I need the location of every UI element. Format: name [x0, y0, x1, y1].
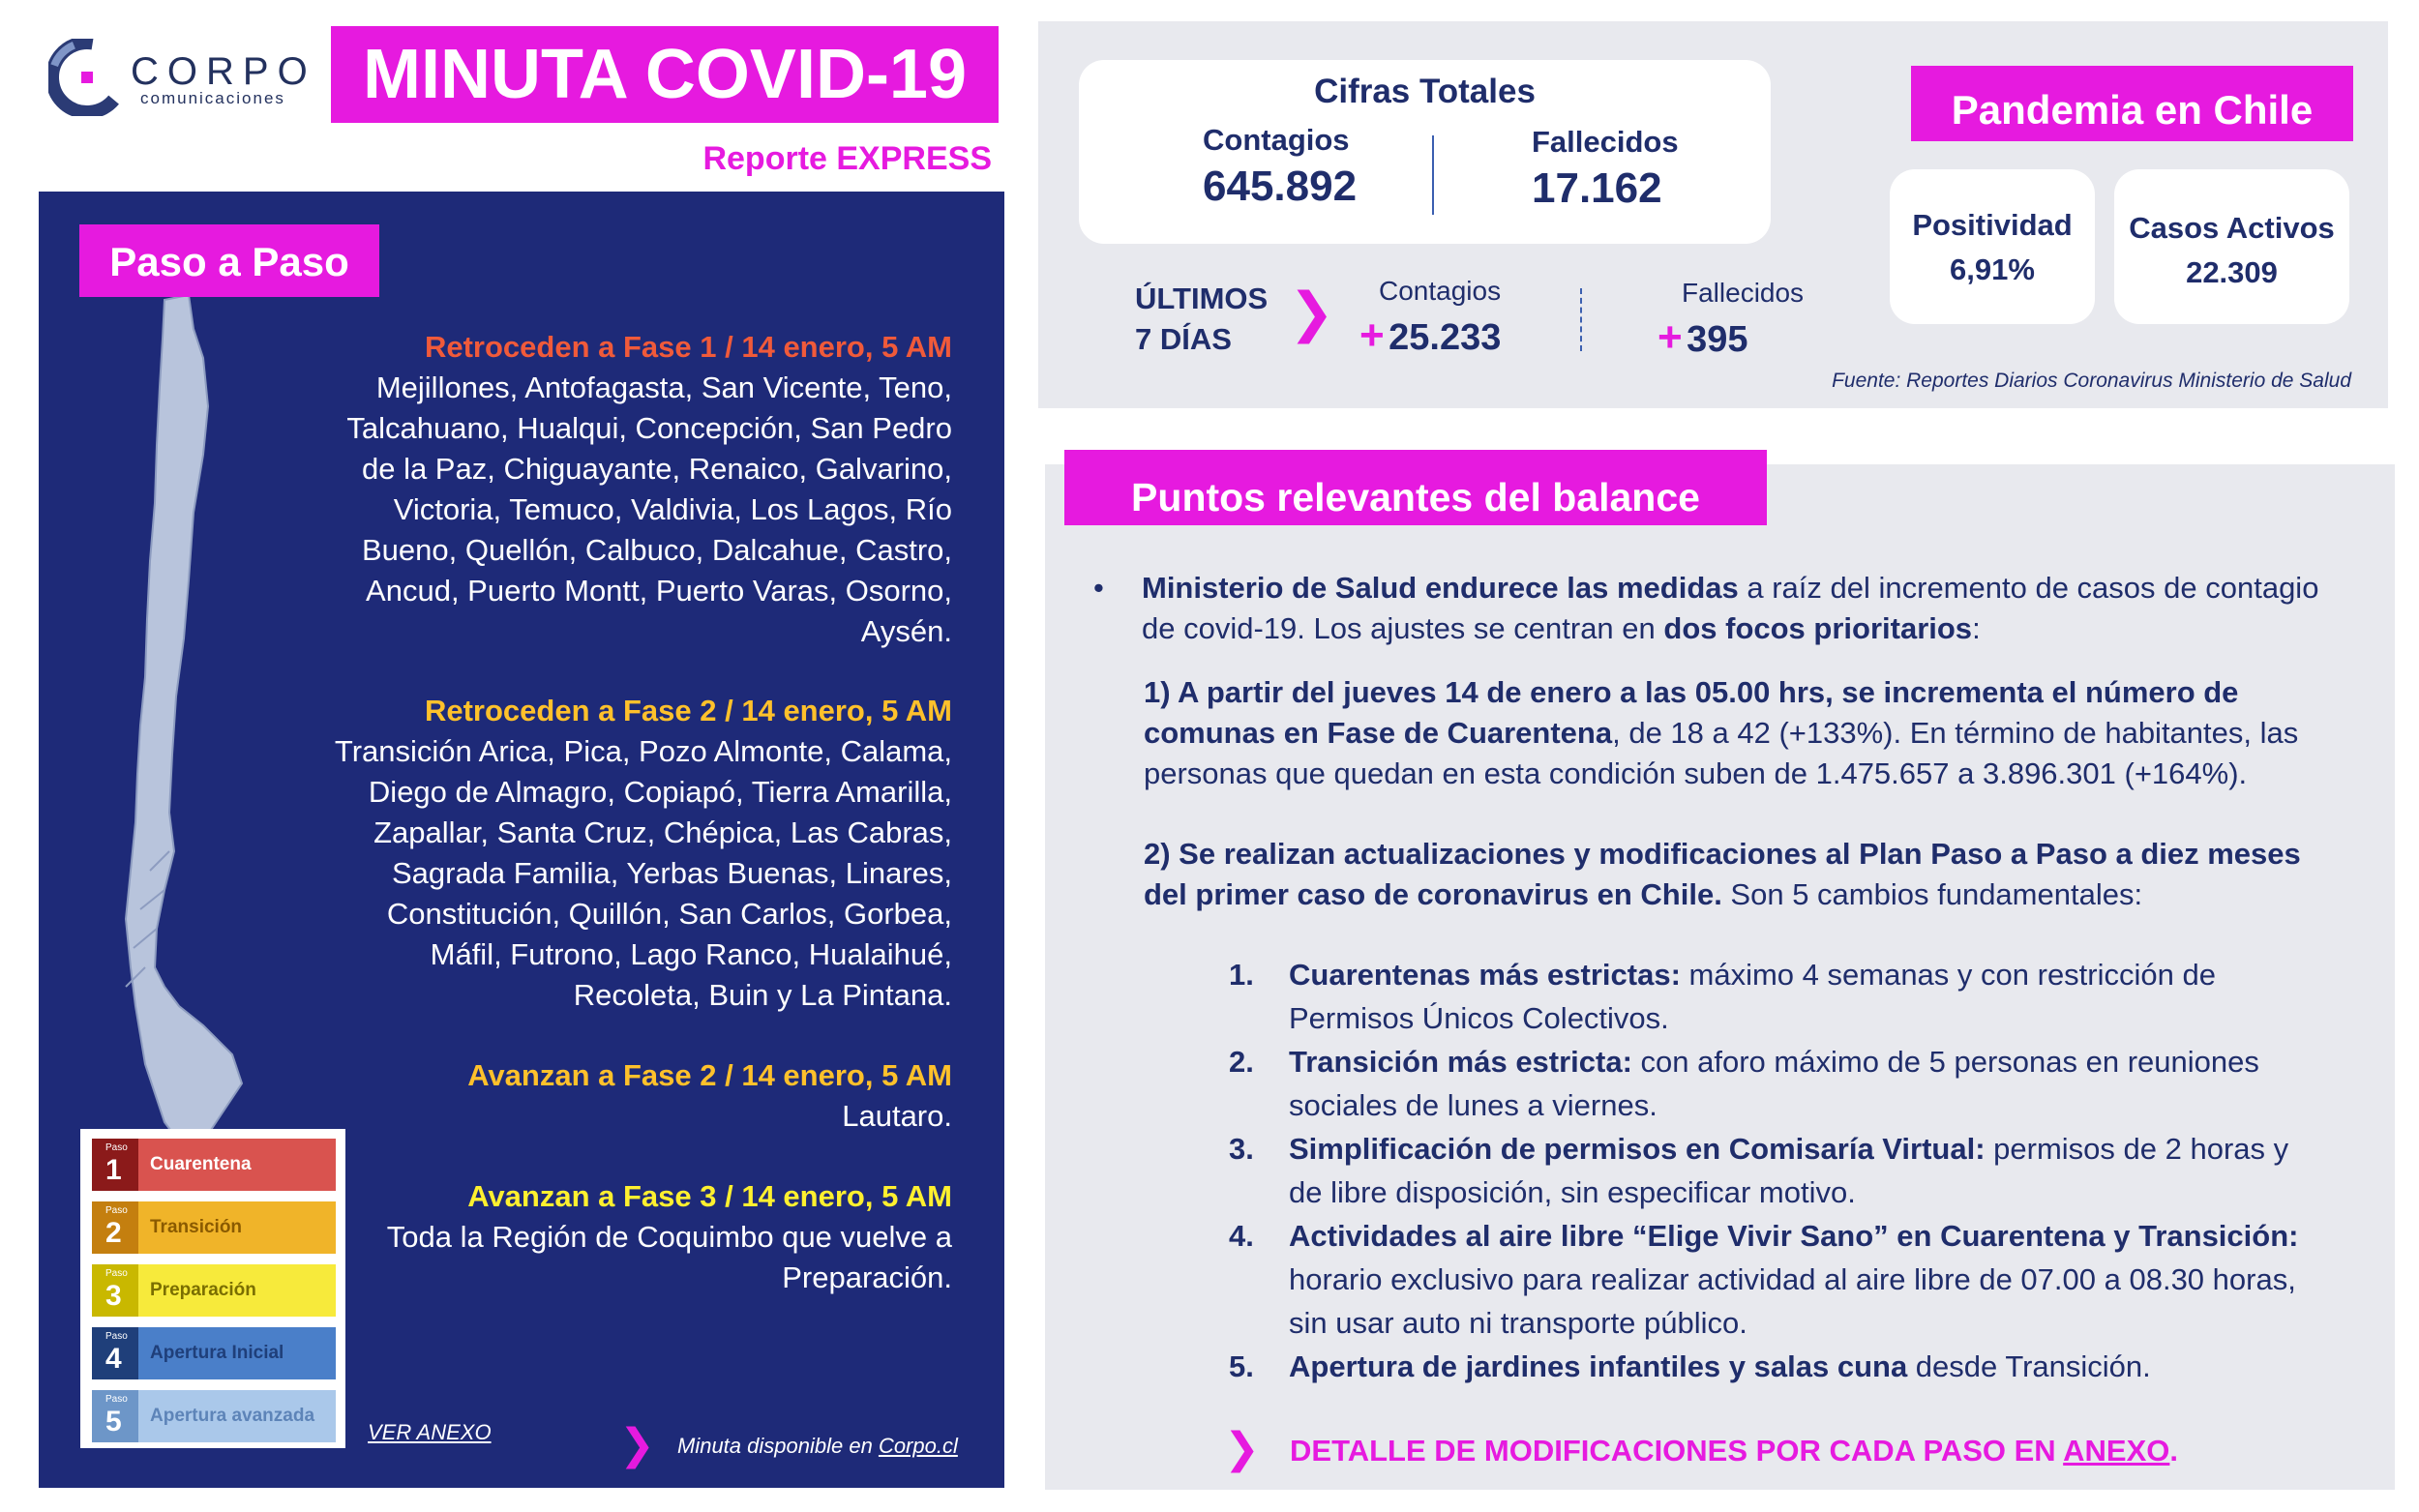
- contagios-label: Contagios: [1203, 123, 1350, 157]
- fase-heading: Retroceden a Fase 2 / 14 enero, 5 AM: [424, 694, 952, 727]
- fase-line: de la Paz, Chiguayante, Renaico, Galvarino,: [361, 452, 952, 486]
- list-item: [1229, 1345, 2322, 1388]
- positividad-value: 6,91%: [1950, 252, 2035, 286]
- week-contagios-label: Contagios: [1379, 276, 1502, 306]
- fase-line: Zapallar, Santa Cruz, Chépica, Las Cabras,: [373, 815, 952, 849]
- legend-item-4: [92, 1327, 336, 1379]
- chevron-right-icon: ❯: [619, 1421, 655, 1468]
- detalle-end: .: [2169, 1434, 2179, 1468]
- legend-number-box: [92, 1390, 138, 1442]
- point2-bold: 2) Se realizan actualizaciones y modificaciones al Plan Paso a Paso a diez meses del primer caso de coronavirus en Chile.: [1144, 837, 2301, 911]
- fase-line: Transición Arica, Pica, Pozo Almonte, Calama,: [334, 734, 952, 768]
- balance-point-2: [1144, 834, 2324, 915]
- legend-number: 3: [105, 1280, 122, 1312]
- list-number: 4.: [1229, 1219, 1254, 1253]
- legend-paso-label: Paso: [105, 1394, 128, 1405]
- legend-number: 4: [105, 1343, 122, 1375]
- fase-heading: Avanzan a Fase 3 / 14 enero, 5 AM: [467, 1179, 952, 1213]
- contagios-value: 645.892: [1203, 163, 1358, 210]
- legend-label: Apertura Inicial: [150, 1343, 284, 1363]
- legend-label: Preparación: [150, 1280, 256, 1300]
- fase-line: Recoleta, Buin y La Pintana.: [573, 978, 952, 1012]
- week-divider: [1580, 288, 1582, 351]
- legend-item-1: [92, 1139, 336, 1191]
- detalle-text: DETALLE DE MODIFICACIONES POR CADA PASO EN: [1290, 1434, 2064, 1468]
- week-fallecidos-label: Fallecidos: [1682, 278, 1805, 308]
- legend-number: 2: [105, 1217, 122, 1249]
- legend-paso-label: Paso: [105, 1142, 128, 1153]
- fase-line: Lautaro.: [842, 1099, 952, 1133]
- legend-paso-label: Paso: [105, 1268, 128, 1279]
- report-subtitle: Reporte EXPRESS: [702, 140, 992, 177]
- fase-line: Mejillones, Antofagasta, San Vicente, Teno,: [375, 371, 952, 404]
- week-contagios: [1359, 311, 1501, 360]
- list-bold: Apertura de jardines infantiles y salas cuna: [1289, 1349, 1908, 1383]
- fase-heading: Avanzan a Fase 2 / 14 enero, 5 AM: [467, 1058, 952, 1092]
- legend-label: Cuarentena: [150, 1154, 252, 1174]
- fallecidos-label: Fallecidos: [1532, 125, 1679, 159]
- chevron-right-icon: ❯: [1289, 282, 1334, 342]
- legend-number: 5: [105, 1406, 122, 1438]
- minuta-disponible: [677, 1434, 958, 1459]
- logo-subtitle: comunicaciones: [140, 89, 285, 107]
- ultimos-7-dias: [1135, 279, 1268, 360]
- fuente-note: Fuente: Reportes Diarios Coronavirus Ministerio de Salud: [1832, 370, 2351, 392]
- fase-line: Constitución, Quillón, San Carlos, Gorbea,: [386, 897, 952, 931]
- fase-line: Bueno, Quellón, Calbuco, Dalcahue, Castro,: [361, 533, 952, 567]
- legend-number-box: [92, 1264, 138, 1317]
- fase-block-2: [333, 691, 952, 1016]
- balance-title: Puntos relevantes del balance: [1064, 450, 1767, 525]
- chile-map-icon: [97, 290, 252, 1171]
- list-text: máximo 4 semanas y con restricción de Permisos Únicos Colectivos.: [1289, 958, 2216, 1035]
- fase-line: Talcahuano, Hualqui, Concepción, San Pedro: [346, 411, 952, 445]
- list-text: permisos de 2 horas y de libre disposición, sin especificar motivo.: [1289, 1132, 2289, 1209]
- minuta-text: Minuta disponible en: [677, 1434, 873, 1458]
- list-number: 1.: [1229, 958, 1254, 992]
- legend-number-box: [92, 1201, 138, 1254]
- legend-item-5: [92, 1390, 336, 1442]
- fase-line: Máfil, Futrono, Lago Ranco, Hualaihué,: [430, 937, 952, 971]
- legend-paso-label: Paso: [105, 1331, 128, 1342]
- legend-item-3: [92, 1264, 336, 1317]
- fase-line: Sagrada Familia, Yerbas Buenas, Linares,: [391, 856, 952, 890]
- legend-number: 1: [105, 1154, 122, 1186]
- logo-name: CORPO: [131, 50, 316, 93]
- list-bold: Transición más estricta:: [1289, 1045, 1632, 1079]
- list-text: desde Transición.: [1907, 1349, 2151, 1383]
- balance-point-1: [1144, 672, 2324, 794]
- list-bold: Simplificación de permisos en Comisaría Virtual:: [1289, 1132, 1986, 1166]
- list-item: [1229, 1127, 2322, 1214]
- fase-heading: Retroceden a Fase 1 / 14 enero, 5 AM: [424, 330, 952, 364]
- paso-legend: [80, 1129, 345, 1448]
- fase-line: Ancud, Puerto Montt, Puerto Varas, Osorno,: [366, 574, 952, 608]
- legend-item-2: [92, 1201, 336, 1254]
- fase-line: Victoria, Temuco, Valdivia, Los Lagos, Río: [393, 492, 952, 526]
- paso-a-paso-title: Paso a Paso: [79, 224, 379, 297]
- casos-activos-card: [2114, 169, 2349, 324]
- point1-bold: 1) A partir del jueves 14 de enero a las 05.00 hrs, se incrementa el número de comunas en Fase de Cuarentena: [1144, 675, 2239, 750]
- fase-block-1: [333, 327, 952, 652]
- ver-anexo-link[interactable]: VER ANEXO: [368, 1420, 492, 1444]
- week-fallecidos-value: 395: [1687, 319, 1748, 360]
- legend-paso-label: Paso: [105, 1205, 128, 1216]
- list-text: con aforo máximo de 5 personas en reuniones sociales de lunes a viernes.: [1289, 1045, 2259, 1122]
- plus-icon: +: [1359, 311, 1385, 359]
- bullet-icon: •: [1093, 571, 1104, 605]
- corpo-logo-icon: [48, 39, 126, 116]
- intro-bold2: dos focos prioritarios: [1663, 611, 1973, 645]
- point1-text: , de 18 a 42 (+133%). En término de habitantes, las personas que quedan en esta condición suben de 1.475.657 a 3.896.301 (+164%).: [1144, 716, 2299, 790]
- page-title: MINUTA COVID-19: [331, 26, 999, 123]
- intro-text: a raíz del incremento de casos de contagio de covid-19. Los ajustes se centran en: [1142, 571, 2319, 645]
- legend-number-box: [92, 1327, 138, 1379]
- list-item: [1229, 953, 2322, 1040]
- list-text: horario exclusivo para realizar actividad al aire libre de 07.00 a 08.30 horas, sin usar auto ni transporte público.: [1289, 1262, 2296, 1340]
- fase-line: Toda la Región de Coquimbo que vuelve a: [386, 1220, 952, 1254]
- list-number: 2.: [1229, 1045, 1254, 1079]
- fase-line: Aysén.: [860, 614, 952, 648]
- positividad-label: Positividad: [1912, 208, 2073, 242]
- cifras-totales-title: Cifras Totales: [1314, 73, 1536, 110]
- fase-line: Preparación.: [782, 1260, 952, 1294]
- legend-label: Apertura avanzada: [150, 1406, 315, 1426]
- pandemia-en-chile-title: Pandemia en Chile: [1911, 66, 2353, 141]
- week-fallecidos: [1657, 313, 1748, 362]
- fase-line: Diego de Almagro, Copiapó, Tierra Amarilla,: [368, 775, 952, 809]
- casos-activos-label: Casos Activos: [2129, 211, 2335, 245]
- fase-block-4: [333, 1176, 952, 1298]
- legend-number-box: [92, 1139, 138, 1191]
- week-contagios-value: 25.233: [1389, 317, 1502, 358]
- fase-block-3: [333, 1055, 952, 1137]
- corpo-link[interactable]: Corpo.cl: [878, 1434, 958, 1458]
- anexo-link[interactable]: ANEXO: [2063, 1434, 2170, 1468]
- positividad-card: [1890, 169, 2095, 324]
- casos-activos-value: 22.309: [2186, 255, 2278, 289]
- legend-label: Transición: [150, 1217, 243, 1237]
- list-bold: Actividades al aire libre “Elige Vivir Sano” en Cuarentena y Transición:: [1289, 1219, 2299, 1253]
- detalle-anexo: [1290, 1434, 2178, 1468]
- intro-bold: Ministerio de Salud endurece las medidas: [1142, 571, 1739, 605]
- list-item: [1229, 1214, 2322, 1345]
- ultimos-line2: 7 DÍAS: [1135, 322, 1232, 356]
- intro-end: :: [1972, 611, 1981, 645]
- list-number: 3.: [1229, 1132, 1254, 1166]
- ultimos-line1: ÚLTIMOS: [1135, 282, 1269, 315]
- chevron-right-icon: ❯: [1224, 1425, 1260, 1472]
- list-item: [1229, 1040, 2322, 1127]
- plus-icon: +: [1657, 313, 1683, 361]
- balance-intro: [1142, 568, 2332, 649]
- list-number: 5.: [1229, 1349, 1254, 1383]
- list-bold: Cuarentenas más estrictas:: [1289, 958, 1681, 992]
- fallecidos-value: 17.162: [1532, 164, 1662, 212]
- stats-divider: [1432, 135, 1434, 215]
- point2-text: Son 5 cambios fundamentales:: [1721, 877, 2143, 911]
